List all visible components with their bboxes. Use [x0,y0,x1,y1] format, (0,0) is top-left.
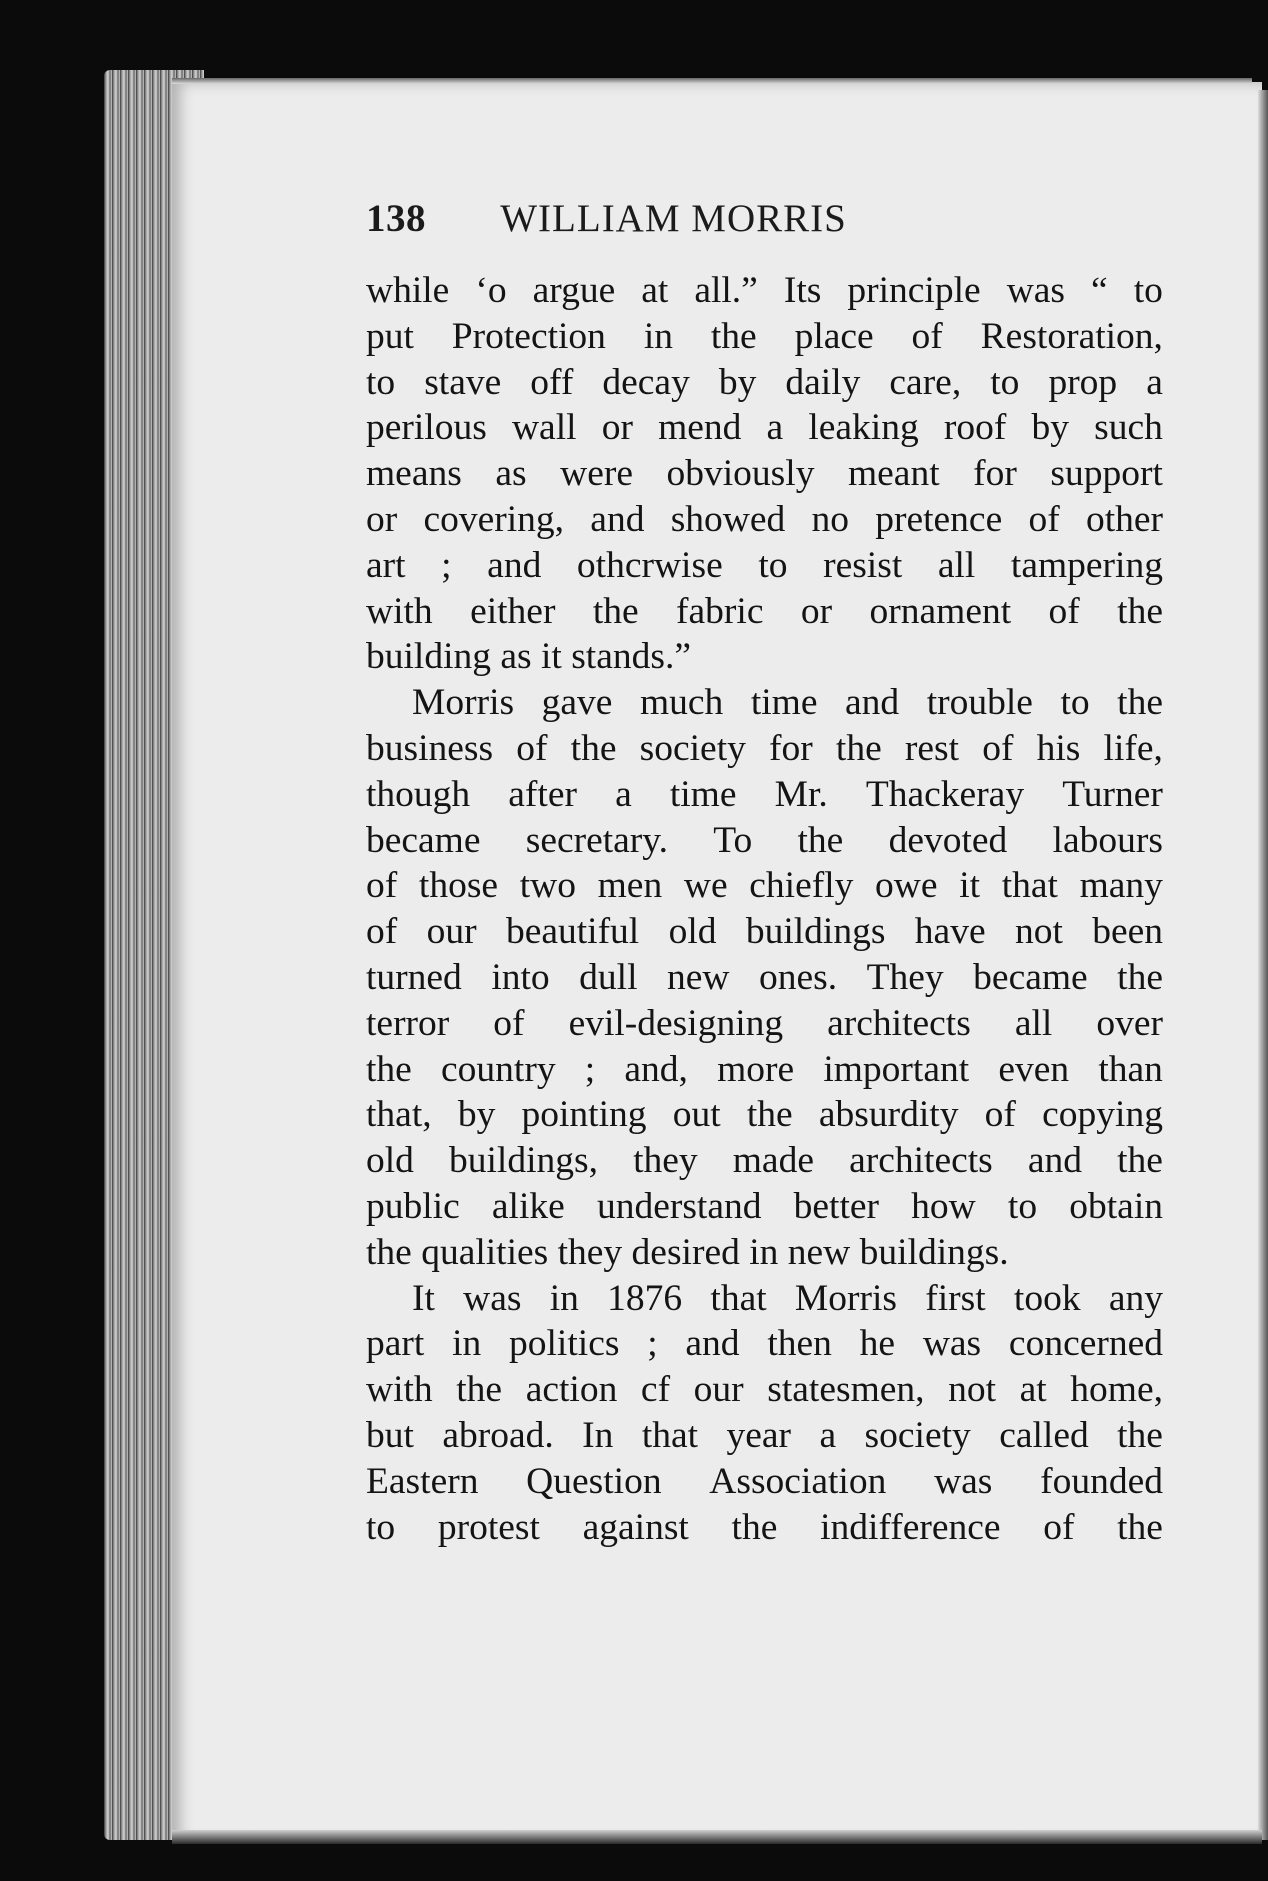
word: Question [526,1460,662,1502]
word: became [973,956,1088,998]
word: after [508,773,577,815]
text-line [366,772,1163,818]
word: two [519,865,576,907]
page-bottom-edge [172,1830,1262,1844]
word: the [1117,1140,1163,1182]
page-number: 138 [366,197,426,240]
word: we [683,865,728,907]
word: the [835,727,882,769]
word: beautiful [505,911,640,953]
word: the [570,727,617,769]
text-line [366,1459,1163,1505]
word: ‘o [475,270,507,311]
word: alike [491,1185,565,1227]
word: the [456,1369,503,1411]
text-line [366,1505,1163,1551]
word: terror [366,1002,450,1044]
word: he [859,1323,896,1365]
word: covering, [423,498,565,540]
word: his [1036,727,1081,769]
word: ones. [758,956,838,998]
word: art [366,544,406,586]
word: ornament [869,590,1012,632]
word: Morris [794,1277,897,1319]
word: ; [441,544,452,586]
word: indifference [820,1506,1001,1548]
word: have [914,911,986,953]
text-line [366,1321,1163,1367]
word: all [937,544,976,586]
text-line [366,818,1163,864]
word: and [487,544,542,586]
word: Restoration, [980,315,1163,357]
word: Its [783,270,822,311]
word: decay [602,361,690,403]
word: even [998,1048,1070,1090]
word: or [800,590,833,632]
word: leaking [808,407,919,449]
word: all [1014,1002,1053,1044]
word: cf [640,1369,671,1411]
word: of [493,1002,525,1044]
word: rest [904,727,960,769]
word: at [641,270,669,311]
word: how [911,1185,976,1227]
word: statesmen, [767,1369,925,1411]
word: the [1117,1506,1163,1548]
word: of [911,315,943,357]
word: while [366,270,450,311]
word: that [710,1277,767,1319]
word: obtain [1069,1185,1163,1227]
word: and, [624,1048,688,1090]
word: old [668,911,717,953]
word: a [615,773,632,815]
word: dull [579,956,638,998]
word: place [794,315,874,357]
word: any [1108,1277,1163,1319]
word: year [726,1414,792,1456]
word: Turner [1062,773,1163,815]
word: called [999,1414,1089,1456]
text-line [366,405,1163,451]
word: and [845,682,900,724]
word: Thackeray [865,773,1025,815]
word: country [441,1048,556,1090]
word: new [667,956,730,998]
word: time [669,773,737,815]
text-line [366,1047,1163,1093]
word: off [530,361,574,403]
word: was [1006,270,1066,311]
word: many [1079,865,1163,907]
word: put [366,315,414,357]
word: first [925,1277,986,1319]
word: time [750,682,818,724]
word: for [973,453,1017,495]
text-line [366,1001,1163,1047]
word: business [366,727,494,769]
text-line [366,1138,1163,1184]
word: they [633,1140,698,1182]
word: into [491,956,550,998]
page-right-edge [1258,90,1268,1840]
word: all.” [694,270,758,311]
word: principle [847,270,981,311]
word: daily [785,361,861,403]
word: the [1117,956,1163,998]
word: took [1013,1277,1081,1319]
word: evil-designing [568,1002,784,1044]
word: and [685,1323,740,1365]
word: not [948,1369,997,1411]
text-line [366,268,1163,314]
word: of [984,1094,1016,1136]
word: abroad. [442,1414,554,1456]
word: care, [889,361,962,403]
word: against [582,1506,689,1548]
word: Protection [451,315,606,357]
word: was [934,1460,993,1502]
word: roof [943,407,1007,449]
word: to [366,1506,396,1548]
word: tampering [1010,544,1163,586]
word: by [457,1094,496,1136]
text-line [366,726,1163,772]
word: important [823,1048,970,1090]
word: became [366,819,481,861]
word: the [366,1048,412,1090]
word: much [639,682,724,724]
word: life, [1103,727,1163,769]
word: devoted [888,819,1008,861]
word: as [495,453,527,495]
word: the [592,590,639,632]
text-line [366,1413,1163,1459]
word: men [597,865,663,907]
word: or [601,407,633,449]
text-line [366,863,1163,909]
word: the [746,1094,793,1136]
word: the [1117,1414,1163,1456]
word: to [366,361,396,403]
text-line [366,909,1163,955]
word: either [470,590,556,632]
word: part [366,1323,425,1365]
word: other [1085,498,1163,540]
word: understand [596,1185,762,1227]
word: no [811,498,849,540]
word: Association [709,1460,887,1502]
word: 1876 [607,1277,683,1319]
word: trouble [926,682,1033,724]
word: a [1146,361,1163,403]
word: architects [827,1002,971,1044]
word: of [366,911,398,953]
word: but [366,1414,414,1456]
body-text [366,268,1163,1550]
word: fabric [676,590,764,632]
word: ; [584,1048,596,1090]
word: over [1096,1002,1163,1044]
word: to [1133,270,1163,311]
word: by [1031,407,1069,449]
word: then [767,1323,832,1365]
text-line [366,680,1163,726]
word: means [366,453,462,495]
word: and [1027,1140,1082,1182]
word: stave [424,361,502,403]
word: support [1050,453,1163,495]
text-line [366,1367,1163,1413]
word: labours [1052,819,1163,861]
word: society [639,727,746,769]
word: to [1007,1185,1038,1227]
word: with [366,590,433,632]
word: and [590,498,645,540]
word: Eastern [366,1460,479,1502]
word: to [758,544,788,586]
word: gave [541,682,613,724]
word: othcrwise [576,544,723,586]
word: of [1048,590,1080,632]
word: that [1001,865,1058,907]
word: ; [647,1323,658,1365]
word: secretary. [525,819,668,861]
word: society [864,1414,971,1456]
word: To [713,819,753,861]
word: the [731,1506,778,1548]
text-line [366,955,1163,1001]
text-line [366,1092,1163,1138]
word: argue [532,270,616,311]
text-line [366,589,1163,635]
word: copying [1042,1094,1163,1136]
word: buildings, [449,1140,598,1182]
text-line: building as it stands.” [366,636,691,678]
word: it [959,865,981,907]
word: more [717,1048,795,1090]
running-head [366,196,1166,241]
word: that, [366,1094,432,1136]
word: the [1117,682,1163,724]
word: architects [849,1140,993,1182]
word: of [516,727,548,769]
text-line [366,1276,1163,1322]
text-line: the qualities they desired in new buildings. [366,1231,1009,1273]
word: home, [1070,1369,1163,1411]
word: the [710,315,757,357]
word: with [366,1369,433,1411]
text-line [366,360,1163,406]
word: perilous [366,407,487,449]
word: buildings [745,911,886,953]
text-line [366,451,1163,497]
word: was [463,1277,522,1319]
word: concerned [1008,1323,1163,1365]
word: in [549,1277,579,1319]
word: for [769,727,813,769]
word: than [1098,1048,1163,1090]
word: mend [658,407,742,449]
text-line [366,497,1163,543]
word: to [1060,682,1090,724]
word: those [418,865,499,907]
word: owe [875,865,938,907]
word: our [426,911,477,953]
word: “ [1091,270,1108,311]
word: obviously [666,453,815,495]
word: pointing [521,1094,647,1136]
word: wall [511,407,577,449]
word: the [1117,590,1163,632]
word: been [1092,911,1163,953]
word: pretence [875,498,1003,540]
word: chiefly [749,865,854,907]
word: of [1043,1506,1075,1548]
word: in [643,315,673,357]
word: In [582,1414,614,1456]
page-top-edge [172,78,1252,84]
word: such [1094,407,1163,449]
running-title: WILLIAM MORRIS [500,197,847,240]
word: politics [509,1323,620,1365]
word: were [560,453,633,495]
word: of [366,865,398,907]
word: to [990,361,1020,403]
word: our [693,1369,744,1411]
word: public [366,1185,460,1227]
word: better [793,1185,880,1227]
word: of [1028,498,1060,540]
text-line [366,314,1163,360]
word: at [1019,1369,1047,1411]
word: Mr. [774,773,828,815]
word: protest [437,1506,540,1548]
word: meant [847,453,940,495]
word: action [525,1369,618,1411]
word: absurdity [818,1094,959,1136]
word: They [866,956,944,998]
word: showed [670,498,786,540]
word: old [366,1140,414,1182]
word: a [766,407,784,449]
word: that [641,1414,699,1456]
word: by [718,361,757,403]
word: prop [1048,361,1118,403]
word: It [412,1277,435,1319]
word: was [922,1323,982,1365]
word: Morris [412,682,515,724]
word: out [672,1094,721,1136]
word: in [452,1323,482,1365]
word: founded [1040,1460,1163,1502]
word: of [982,727,1014,769]
text-line [366,1184,1163,1230]
word: resist [823,544,903,586]
word: or [366,498,398,540]
word: a [819,1414,837,1456]
word: though [366,773,471,815]
text-line [366,543,1163,589]
word: not [1014,911,1063,953]
word: turned [366,956,462,998]
word: the [797,819,844,861]
word: made [732,1140,814,1182]
